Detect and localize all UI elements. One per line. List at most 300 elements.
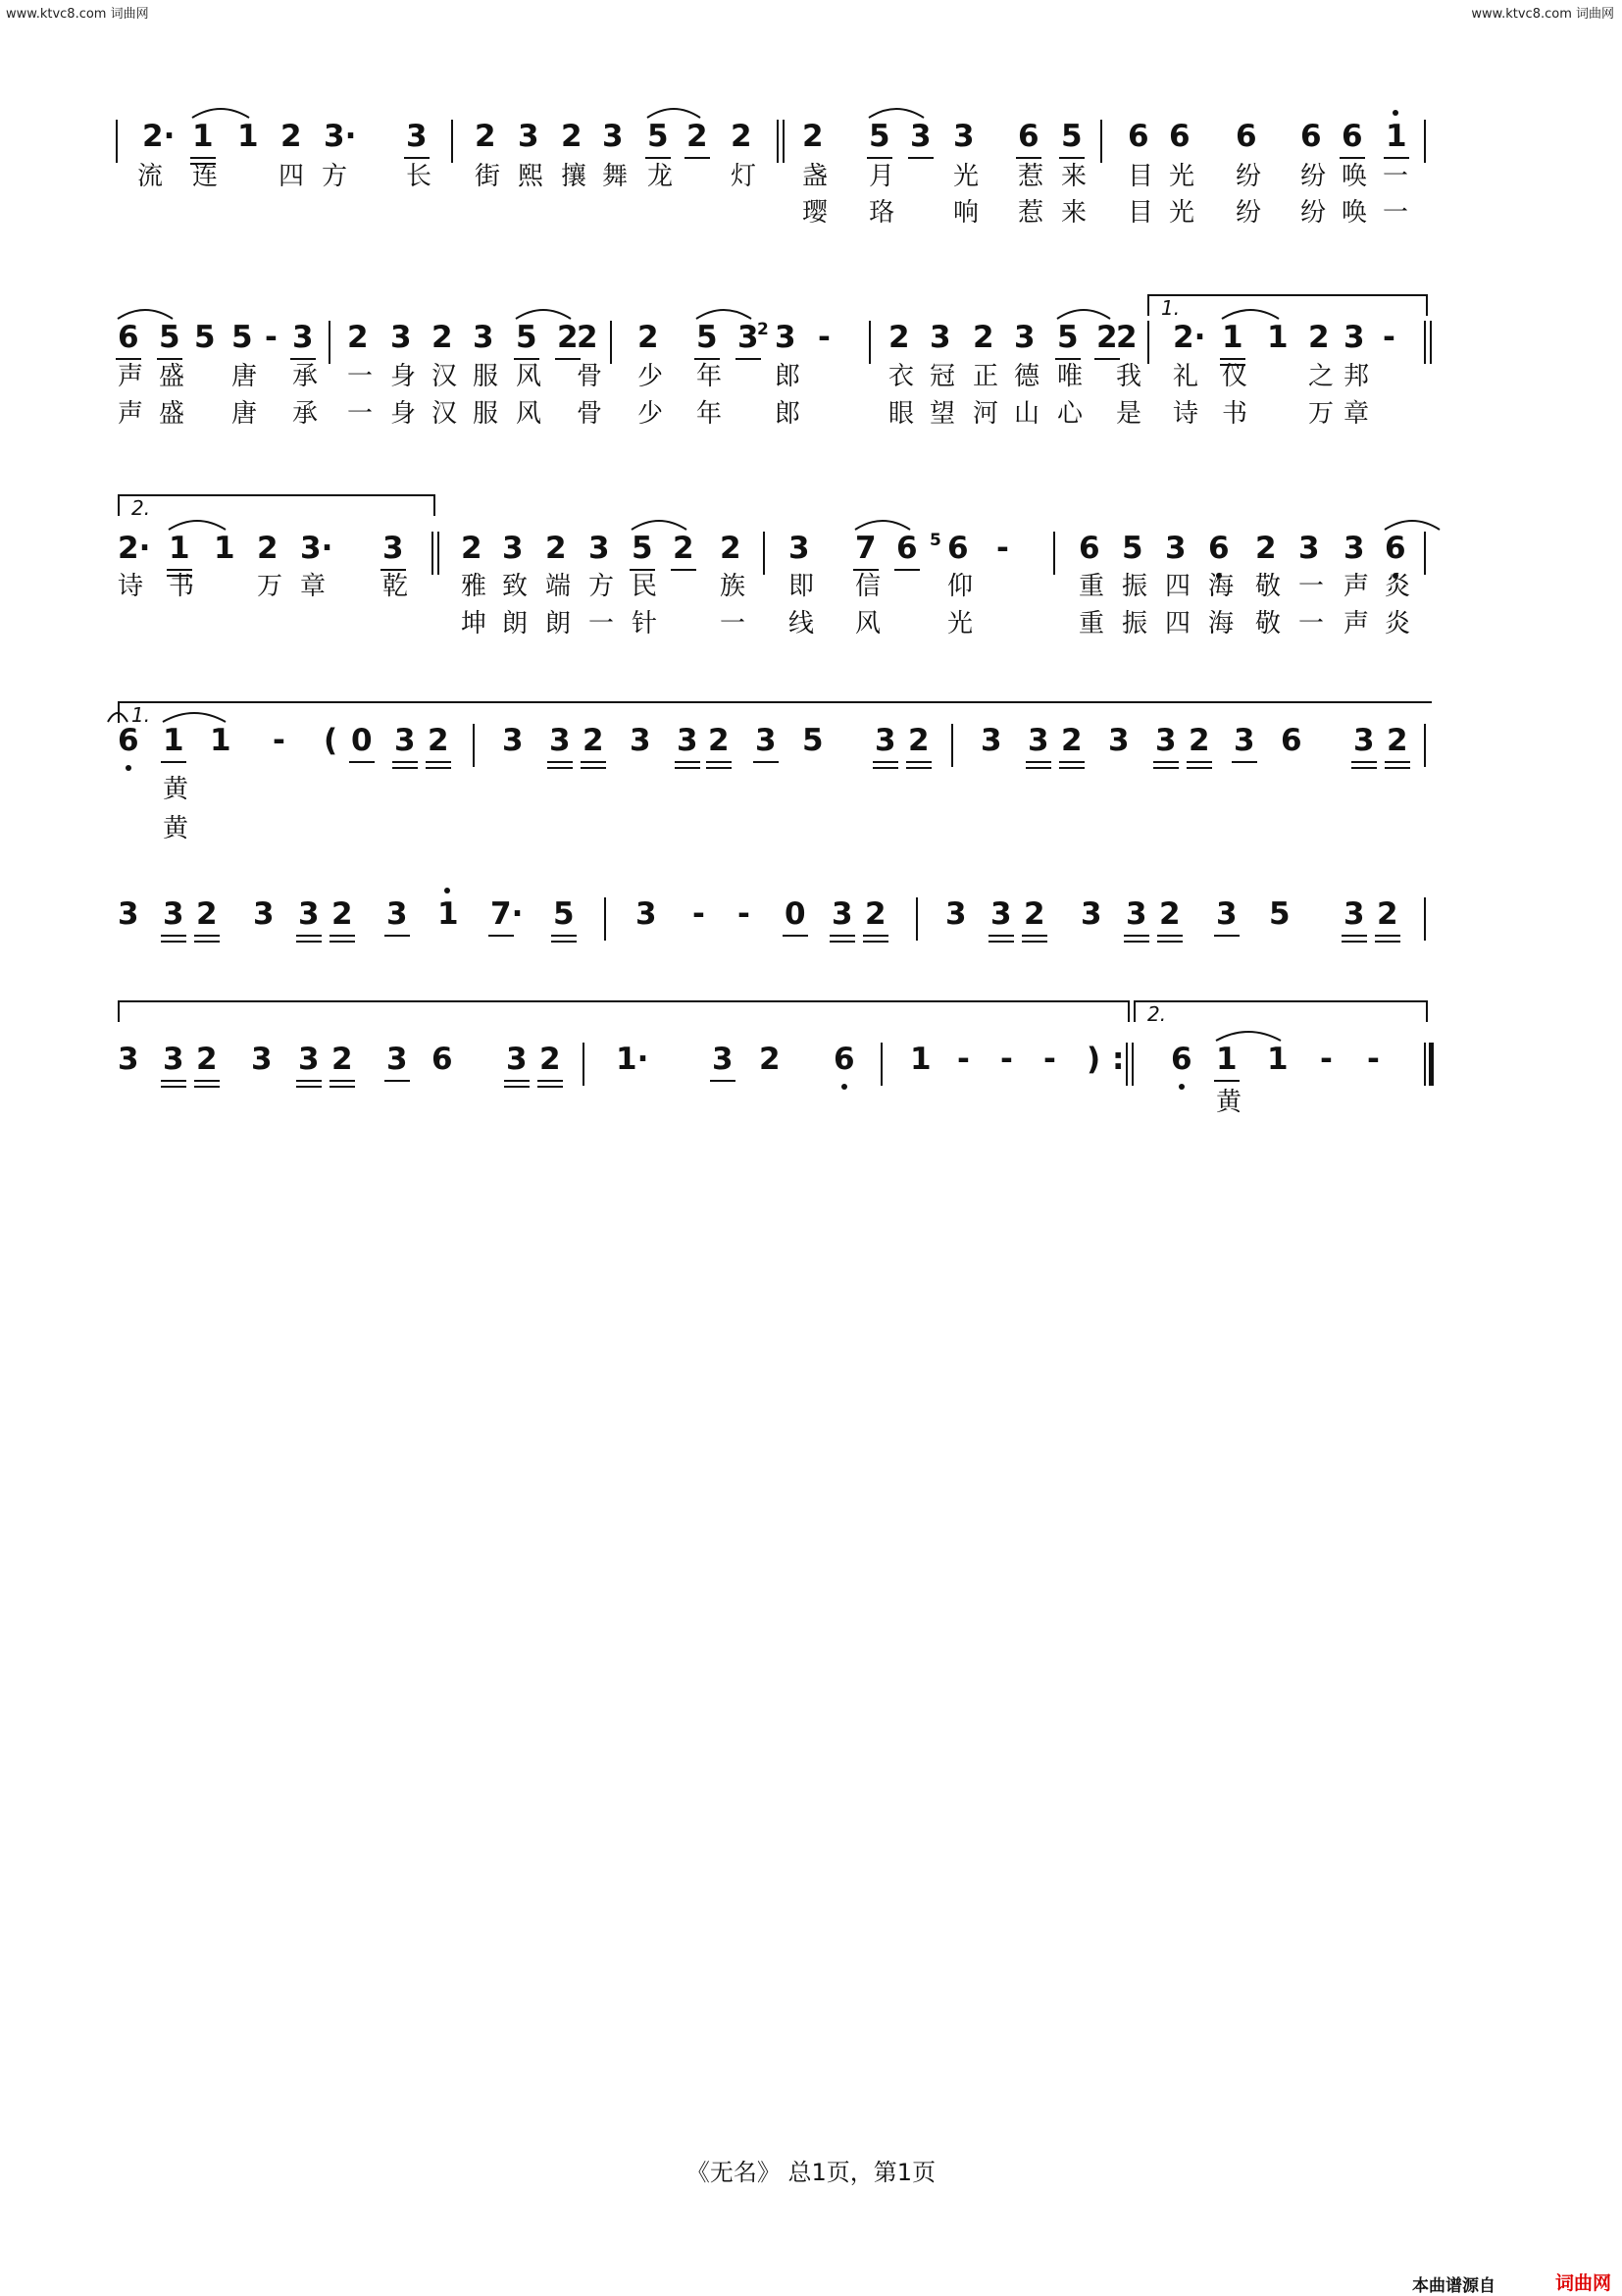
tie-slur — [190, 104, 251, 120]
note-dash: - — [957, 1042, 970, 1077]
low-octave-dot — [841, 1084, 847, 1090]
note: 1 — [1267, 1042, 1289, 1077]
note: 3 — [298, 896, 320, 932]
note: 6 — [1169, 119, 1191, 154]
note: 3 — [788, 531, 810, 566]
barline — [1100, 120, 1102, 163]
note: 2 — [1377, 896, 1398, 932]
underline — [547, 767, 573, 769]
underline — [426, 761, 451, 763]
lyric-char: 书 — [169, 572, 195, 601]
lyric-char: 少 — [637, 399, 664, 429]
lyric-char: 街 — [475, 162, 501, 191]
note: 2 — [673, 531, 694, 566]
underline — [753, 761, 779, 763]
lyric-char: 盛 — [159, 399, 185, 429]
underline — [296, 1086, 322, 1088]
note: 3 — [386, 1042, 408, 1077]
underline — [863, 935, 888, 937]
lyric-char: 一 — [347, 362, 374, 391]
underline — [404, 157, 430, 159]
lyric-char: 汉 — [431, 399, 458, 429]
volta-label: 2. — [1147, 1002, 1167, 1026]
note: 2· — [118, 531, 151, 566]
note: 3 — [1234, 723, 1255, 758]
barline — [1147, 321, 1149, 364]
lyric-char: 光 — [947, 609, 974, 638]
lyric-char: 纷 — [1236, 198, 1262, 228]
underline — [830, 935, 855, 937]
note: 2 — [561, 119, 583, 154]
note: 3 — [1165, 531, 1187, 566]
note: 3 — [518, 119, 539, 154]
underline — [1187, 761, 1212, 763]
underline — [194, 935, 220, 937]
double-barline — [1126, 1043, 1128, 1086]
tie-slur — [645, 104, 702, 120]
lyric-char: 族 — [720, 572, 746, 601]
underline — [1016, 157, 1041, 159]
underline — [1232, 761, 1257, 763]
lyric-char: 身 — [390, 399, 417, 429]
lyric-char: 章 — [1343, 399, 1370, 429]
note: 1 — [237, 119, 259, 154]
note: 2 — [1255, 531, 1277, 566]
note: 3 — [390, 320, 412, 355]
lyric-char: 承 — [292, 399, 319, 429]
low-octave-dot — [1179, 1084, 1185, 1090]
barline — [583, 1043, 584, 1086]
note: 2 — [280, 119, 302, 154]
lyric-char: 朗 — [545, 609, 572, 638]
note: 3 — [298, 1042, 320, 1077]
note: 3 — [118, 1042, 139, 1077]
final-barline — [1429, 1043, 1434, 1086]
underline — [1153, 767, 1179, 769]
underline — [671, 569, 696, 571]
note: 3 — [118, 896, 139, 932]
underline — [684, 157, 710, 159]
note: 5 — [1061, 119, 1083, 154]
note: 3 — [953, 119, 975, 154]
barline — [881, 1043, 883, 1086]
note: 6 — [834, 1042, 855, 1077]
lyric-char: 月 — [869, 162, 895, 191]
underline — [551, 941, 577, 943]
note: 3 — [630, 723, 651, 758]
double-barline — [431, 532, 433, 575]
note: 2 — [475, 119, 496, 154]
underline — [581, 767, 606, 769]
underline — [675, 767, 700, 769]
tie-slur — [116, 305, 175, 321]
lyric-char: 服 — [473, 362, 499, 391]
note: 3 — [502, 723, 524, 758]
note: 2 — [1159, 896, 1181, 932]
lyric-char: 线 — [788, 609, 815, 638]
header-left: www.ktvc8.com 词曲网 — [6, 7, 149, 22]
final-barline — [1424, 1043, 1426, 1086]
lyric-char: 乾 — [382, 572, 409, 601]
underline — [1124, 935, 1149, 937]
underline — [296, 1080, 322, 1082]
lyric-char: 盏 — [802, 162, 829, 191]
lyric-char: 雅 — [461, 572, 487, 601]
note: 6 — [1018, 119, 1039, 154]
lyric-char: 眼 — [888, 399, 915, 429]
lyric-char: 身 — [390, 362, 417, 391]
note: 3 — [251, 1042, 273, 1077]
underline — [167, 569, 192, 571]
lyric-char: 方 — [588, 572, 615, 601]
underline — [504, 1080, 530, 1082]
note: 3· — [300, 531, 333, 566]
lyric-char: 璎 — [802, 198, 829, 228]
note: 5 — [802, 723, 824, 758]
note: 3 — [1155, 723, 1177, 758]
lyric-char: 万 — [257, 572, 283, 601]
underline — [1385, 767, 1410, 769]
tie-slur — [1055, 305, 1112, 321]
note: 5 — [1057, 320, 1079, 355]
lyric-char: 振 — [1122, 609, 1148, 638]
header-right: www.ktvc8.com 词曲网 — [1471, 7, 1614, 22]
tie-slur — [106, 708, 129, 724]
lyric-char: 光 — [1169, 162, 1195, 191]
note: 3 — [1108, 723, 1130, 758]
underline — [1351, 761, 1377, 763]
note: 6 — [1128, 119, 1149, 154]
lyric-char: 章 — [300, 572, 327, 601]
source-label: 本曲谱源自 — [1412, 2276, 1495, 2296]
lyric-char: 礼 — [1173, 362, 1199, 391]
underline — [161, 935, 186, 937]
underline — [1375, 941, 1400, 943]
underline — [894, 569, 920, 571]
underline — [1342, 941, 1367, 943]
note: 1 — [192, 119, 214, 154]
grace-note: 5 — [930, 531, 941, 550]
underline — [555, 358, 581, 360]
underline — [116, 358, 141, 360]
lyric-char: 一 — [720, 609, 746, 638]
underline — [1384, 157, 1409, 159]
lyric-char: 致 — [502, 572, 529, 601]
note: 3 — [712, 1042, 734, 1077]
lyric-char: 珞 — [869, 198, 895, 228]
lyric-char: 光 — [1169, 198, 1195, 228]
lyric-char: 一 — [1383, 198, 1409, 228]
lyric-char: 连 — [192, 162, 219, 191]
lyric-char: 来 — [1061, 198, 1088, 228]
lyric-char: 一 — [1298, 609, 1325, 638]
volta-bracket — [1134, 1000, 1428, 1026]
underline — [157, 358, 182, 360]
underline — [906, 761, 932, 763]
underline — [1351, 767, 1377, 769]
note: 3 — [945, 896, 967, 932]
note: 1 — [1386, 119, 1407, 154]
underline — [296, 941, 322, 943]
underline — [329, 941, 355, 943]
underline — [1375, 935, 1400, 937]
note: 2 — [865, 896, 887, 932]
lyric-char: 我 — [1116, 362, 1142, 391]
lyric-char: 声 — [118, 362, 144, 391]
volta-bracket — [1147, 294, 1428, 320]
underline — [329, 935, 355, 937]
note: 1 — [1222, 320, 1243, 355]
underline — [867, 157, 892, 159]
lyric-char: 来 — [1061, 162, 1088, 191]
note-dash: - — [273, 723, 285, 758]
underline — [384, 1080, 410, 1082]
note: 2 — [686, 119, 708, 154]
lyric-char: 书 — [1222, 399, 1248, 429]
note: 3 — [253, 896, 275, 932]
lyric-char: 年 — [696, 399, 723, 429]
lyric-char: 朗 — [502, 609, 529, 638]
lyric-char: 一 — [588, 609, 615, 638]
lyric-char: 风 — [855, 609, 882, 638]
note: 0 — [785, 896, 806, 932]
tie-slur — [853, 516, 912, 532]
note: 7· — [490, 896, 524, 932]
underline — [547, 761, 573, 763]
note-dash: - — [692, 896, 705, 932]
lyric-char: 信 — [855, 572, 882, 601]
note: 1 — [210, 723, 231, 758]
underline — [1026, 761, 1051, 763]
lyric-char: 仪 — [1222, 362, 1248, 391]
lyric-char: 年 — [696, 362, 723, 391]
lyric-char: 响 — [953, 198, 980, 228]
note: 3 — [981, 723, 1002, 758]
lyric-char: 郎 — [775, 399, 801, 429]
note: 3 — [1343, 531, 1365, 566]
note: 2 — [731, 119, 752, 154]
lyric-char: 衣 — [888, 362, 915, 391]
note: 3 — [1353, 723, 1375, 758]
lyric-char: 纷 — [1300, 198, 1327, 228]
barline — [951, 724, 953, 767]
volta-label: 1. — [131, 703, 151, 727]
lyric-char: 心 — [1057, 399, 1084, 429]
underline — [988, 941, 1014, 943]
underline — [1153, 761, 1179, 763]
underline — [551, 935, 577, 937]
note: 2 — [347, 320, 369, 355]
underline — [1157, 935, 1183, 937]
barline — [116, 120, 118, 163]
lyric-char: 一 — [1383, 162, 1409, 191]
lyric-char: 邦 — [1343, 362, 1370, 391]
note: 3 — [635, 896, 657, 932]
note: 6 — [1079, 531, 1100, 566]
note: 2 — [431, 320, 453, 355]
underline — [908, 157, 934, 159]
underline — [853, 569, 879, 571]
lyric-char: 针 — [632, 609, 658, 638]
note: 1· — [616, 1042, 649, 1077]
note: 6 — [1342, 119, 1363, 154]
high-octave-dot — [444, 888, 450, 893]
note: 1 — [437, 896, 459, 932]
underline — [906, 767, 932, 769]
source-site[interactable]: 词曲网 — [1555, 2272, 1612, 2294]
note: 2 — [1387, 723, 1408, 758]
note: 3 — [502, 531, 524, 566]
lyric-char: 海 — [1208, 572, 1235, 601]
note: 2 — [908, 723, 930, 758]
note-dash: - — [1320, 1042, 1333, 1077]
note: : — [1112, 1042, 1125, 1077]
note: 6 — [1300, 119, 1322, 154]
note: 1 — [1267, 320, 1289, 355]
underline — [1059, 157, 1085, 159]
note: 3 — [990, 896, 1012, 932]
lyric-char: 风 — [516, 399, 542, 429]
underline — [380, 569, 406, 571]
underline — [504, 1086, 530, 1088]
note: 1 — [169, 531, 190, 566]
underline — [630, 569, 655, 571]
underline — [537, 1086, 563, 1088]
lyric-char: 仰 — [947, 572, 974, 601]
underline — [1059, 761, 1085, 763]
note: 5 — [869, 119, 890, 154]
page-footer: 《无名》 总1页，第1页 — [685, 2159, 937, 2186]
lyric-char: 一 — [1298, 572, 1325, 601]
volta-bracket — [118, 701, 1432, 727]
lyric-char: 万 — [1308, 399, 1335, 429]
note: 2 — [557, 320, 579, 355]
note: 3 — [755, 723, 777, 758]
note: 6 — [1236, 119, 1257, 154]
underline — [1220, 358, 1245, 360]
note: 5 — [696, 320, 718, 355]
tie-slur — [1214, 1027, 1283, 1043]
note: 3 — [382, 531, 404, 566]
lyric-char: 河 — [973, 399, 999, 429]
tie-slur — [161, 708, 228, 724]
note: 2 — [545, 531, 567, 566]
note: 3 — [292, 320, 314, 355]
note: ) — [1087, 1042, 1101, 1077]
lyric-char: 敬 — [1255, 609, 1282, 638]
lyric-char: 纷 — [1300, 162, 1327, 191]
lyric-char: 四 — [1165, 609, 1191, 638]
underline — [392, 767, 418, 769]
lyric-char: 四 — [1165, 572, 1191, 601]
underline — [161, 761, 186, 763]
lyric-char: 骨 — [577, 399, 603, 429]
underline — [873, 767, 898, 769]
lyric-char: 方 — [322, 162, 348, 191]
note: 5 — [231, 320, 253, 355]
underline — [1094, 358, 1120, 360]
double-barline — [1424, 321, 1426, 364]
lyric-char: 盛 — [159, 362, 185, 391]
note: 2 — [708, 723, 730, 758]
underline — [329, 1080, 355, 1082]
lyric-char: 四 — [279, 162, 305, 191]
note: 3 — [930, 320, 951, 355]
note: 3 — [737, 320, 759, 355]
underline — [194, 1086, 220, 1088]
note: 6 — [1208, 531, 1230, 566]
note: 2 — [461, 531, 482, 566]
underline — [392, 761, 418, 763]
lyric-char: 光 — [953, 162, 980, 191]
lyric-char: 海 — [1208, 609, 1235, 638]
double-barline — [1430, 321, 1432, 364]
note: ( — [324, 723, 338, 758]
underline — [1214, 1080, 1240, 1082]
note: 3· — [324, 119, 357, 154]
note: 3 — [163, 896, 184, 932]
note: 2 — [196, 1042, 218, 1077]
lyric-char: 振 — [1122, 572, 1148, 601]
double-barline — [1132, 1043, 1134, 1086]
note: 6 — [431, 1042, 453, 1077]
underline — [1385, 761, 1410, 763]
note-dash: - — [1000, 1042, 1013, 1077]
lyric-char: 声 — [1343, 609, 1370, 638]
lyric-char: 一 — [347, 399, 374, 429]
tie-slur — [630, 516, 688, 532]
note: 2 — [888, 320, 910, 355]
barline — [1053, 532, 1055, 575]
note: 3 — [677, 723, 698, 758]
note-dash: - — [265, 320, 278, 355]
lyric-char: 声 — [1343, 572, 1370, 601]
note: 5 — [1122, 531, 1143, 566]
note: 2 — [539, 1042, 561, 1077]
lyric-char: 承 — [292, 362, 319, 391]
note: 6 — [1171, 1042, 1192, 1077]
note: 3 — [473, 320, 494, 355]
underline — [349, 761, 375, 763]
underline — [1157, 941, 1183, 943]
barline — [473, 724, 475, 767]
underline — [161, 941, 186, 943]
barline — [763, 532, 765, 575]
note: 5 — [516, 320, 537, 355]
underline — [426, 767, 451, 769]
underline — [706, 761, 732, 763]
underline — [514, 358, 539, 360]
lyric-char: 炎 — [1385, 609, 1411, 638]
lyric-char: 诗 — [1173, 399, 1199, 429]
note: 3 — [549, 723, 571, 758]
lyric-char: 黄 — [163, 814, 189, 843]
note: 2 — [1116, 320, 1138, 355]
underline — [290, 358, 316, 360]
note: 3 — [1298, 531, 1320, 566]
low-octave-dot — [126, 765, 131, 771]
note: 3 — [406, 119, 428, 154]
note: 3 — [1343, 320, 1365, 355]
underline — [1059, 767, 1085, 769]
lyric-char: 攘 — [561, 162, 587, 191]
underline — [384, 935, 410, 937]
note: 2 — [1024, 896, 1045, 932]
double-barline — [783, 120, 785, 163]
note: 2· — [1173, 320, 1206, 355]
lyric-char: 声 — [118, 399, 144, 429]
underline — [190, 157, 216, 159]
